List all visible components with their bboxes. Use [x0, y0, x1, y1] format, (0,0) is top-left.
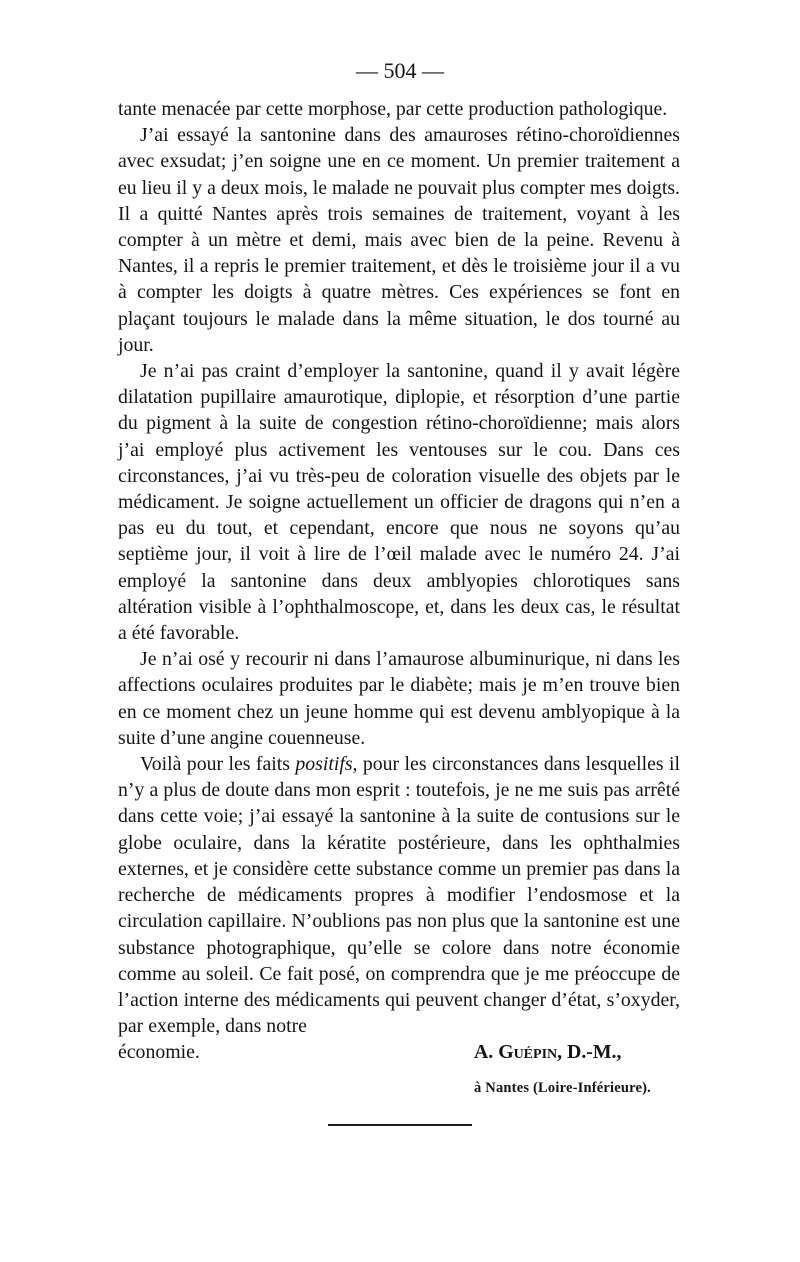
paragraph: Je n’ai pas craint d’employer la santonine, quand il y avait légère dilatation pupillaire amaurotique, diplopie, et résorption d’une partie du pigment à la suite de congestion rétino-choroïdienne; mais alors j’ai employé plus activement les ventouses sur le cou. Dans ces circonstances, j’ai vu très-peu de coloration visuelle des objets par le médicament. Je soigne actuellement un officier de dragons qui n’en a pas eu du tout, et cependant, encore que nous ne soyons qu’au septième jour, il voit à lire de l’œil malade avec le numéro 24. J’ai employé la santonine dans deux amblyopies chlorotiques sans altération visible à l’ophthalmoscope, et, dans les deux cas, le résultat a été favorable.: [118, 360, 680, 645]
author-initial: A.: [474, 1041, 499, 1064]
closing-word: économie.: [118, 1041, 200, 1064]
paragraph-text: Voilà pour les faits: [140, 753, 296, 776]
author-signature: [474, 1039, 621, 1065]
paragraph-continued: tante menacée par cette morphose, par cette production pathologique.: [118, 98, 668, 120]
paragraph: Je n’ai osé y recourir ni dans l’amaurose albuminurique, ni dans les affections oculaires produites par le diabète; mais je m’en trouve bien en ce moment chez un jeune homme qui est devenu amblyopique à la suite d’une angine couenneuse.: [118, 648, 680, 749]
author-title: , D.-M.,: [557, 1041, 622, 1064]
signature-line: [118, 1039, 680, 1066]
author-location: à Nantes (Loire-Inférieure).: [474, 1080, 652, 1096]
emphasized-word: positifs,: [295, 753, 358, 776]
end-rule: [328, 1124, 472, 1126]
paragraph-text: pour les circonstances dans lesquelles il n’y a plus de doute dans mon esprit : toutefois, je ne me suis pas arrêté dans cette voie; j’ai essayé la santonine à la suite de contusions sur le globe oculaire, dans la kératite postérieure, dans les ophthalmies externes, et je considère cette substance comme un premier pas dans la recherche de médicaments propres à modifier l’endosmose et la circulation capillaire. N’oublions pas non plus que la santonine est une substance photographique, qu’elle se colore dans notre économie comme au soleil. Ce fait posé, on comprendra que je me préoccupe de l’action interne des médicaments qui peuvent changer d’état, s’oxyder, par exemple, dans notre: [118, 753, 680, 1038]
paragraph-final: [118, 751, 680, 1039]
paragraph: J’ai essayé la santonine dans des amauroses rétino-choroïdiennes avec exsudat; j’en soigne une en ce moment. Un premier traitement a eu lieu il y a deux mois, le malade ne pouvait plus compter mes doigts. Il a quitté Nantes après trois semaines de traitement, voyant à les compter à un mètre et demi, mais avec bien de la peine. Revenu à Nantes, il a repris le premier traitement, et dès le troisième jour il a vu à compter les doigts à quatre mètres. Ces expériences se font en plaçant toujours le malade dans la même situation, le dos tourné au jour.: [118, 124, 680, 356]
author-surname: Guépin: [498, 1041, 558, 1064]
page-number: — 504 —: [356, 58, 444, 83]
article-text: [118, 96, 680, 1066]
